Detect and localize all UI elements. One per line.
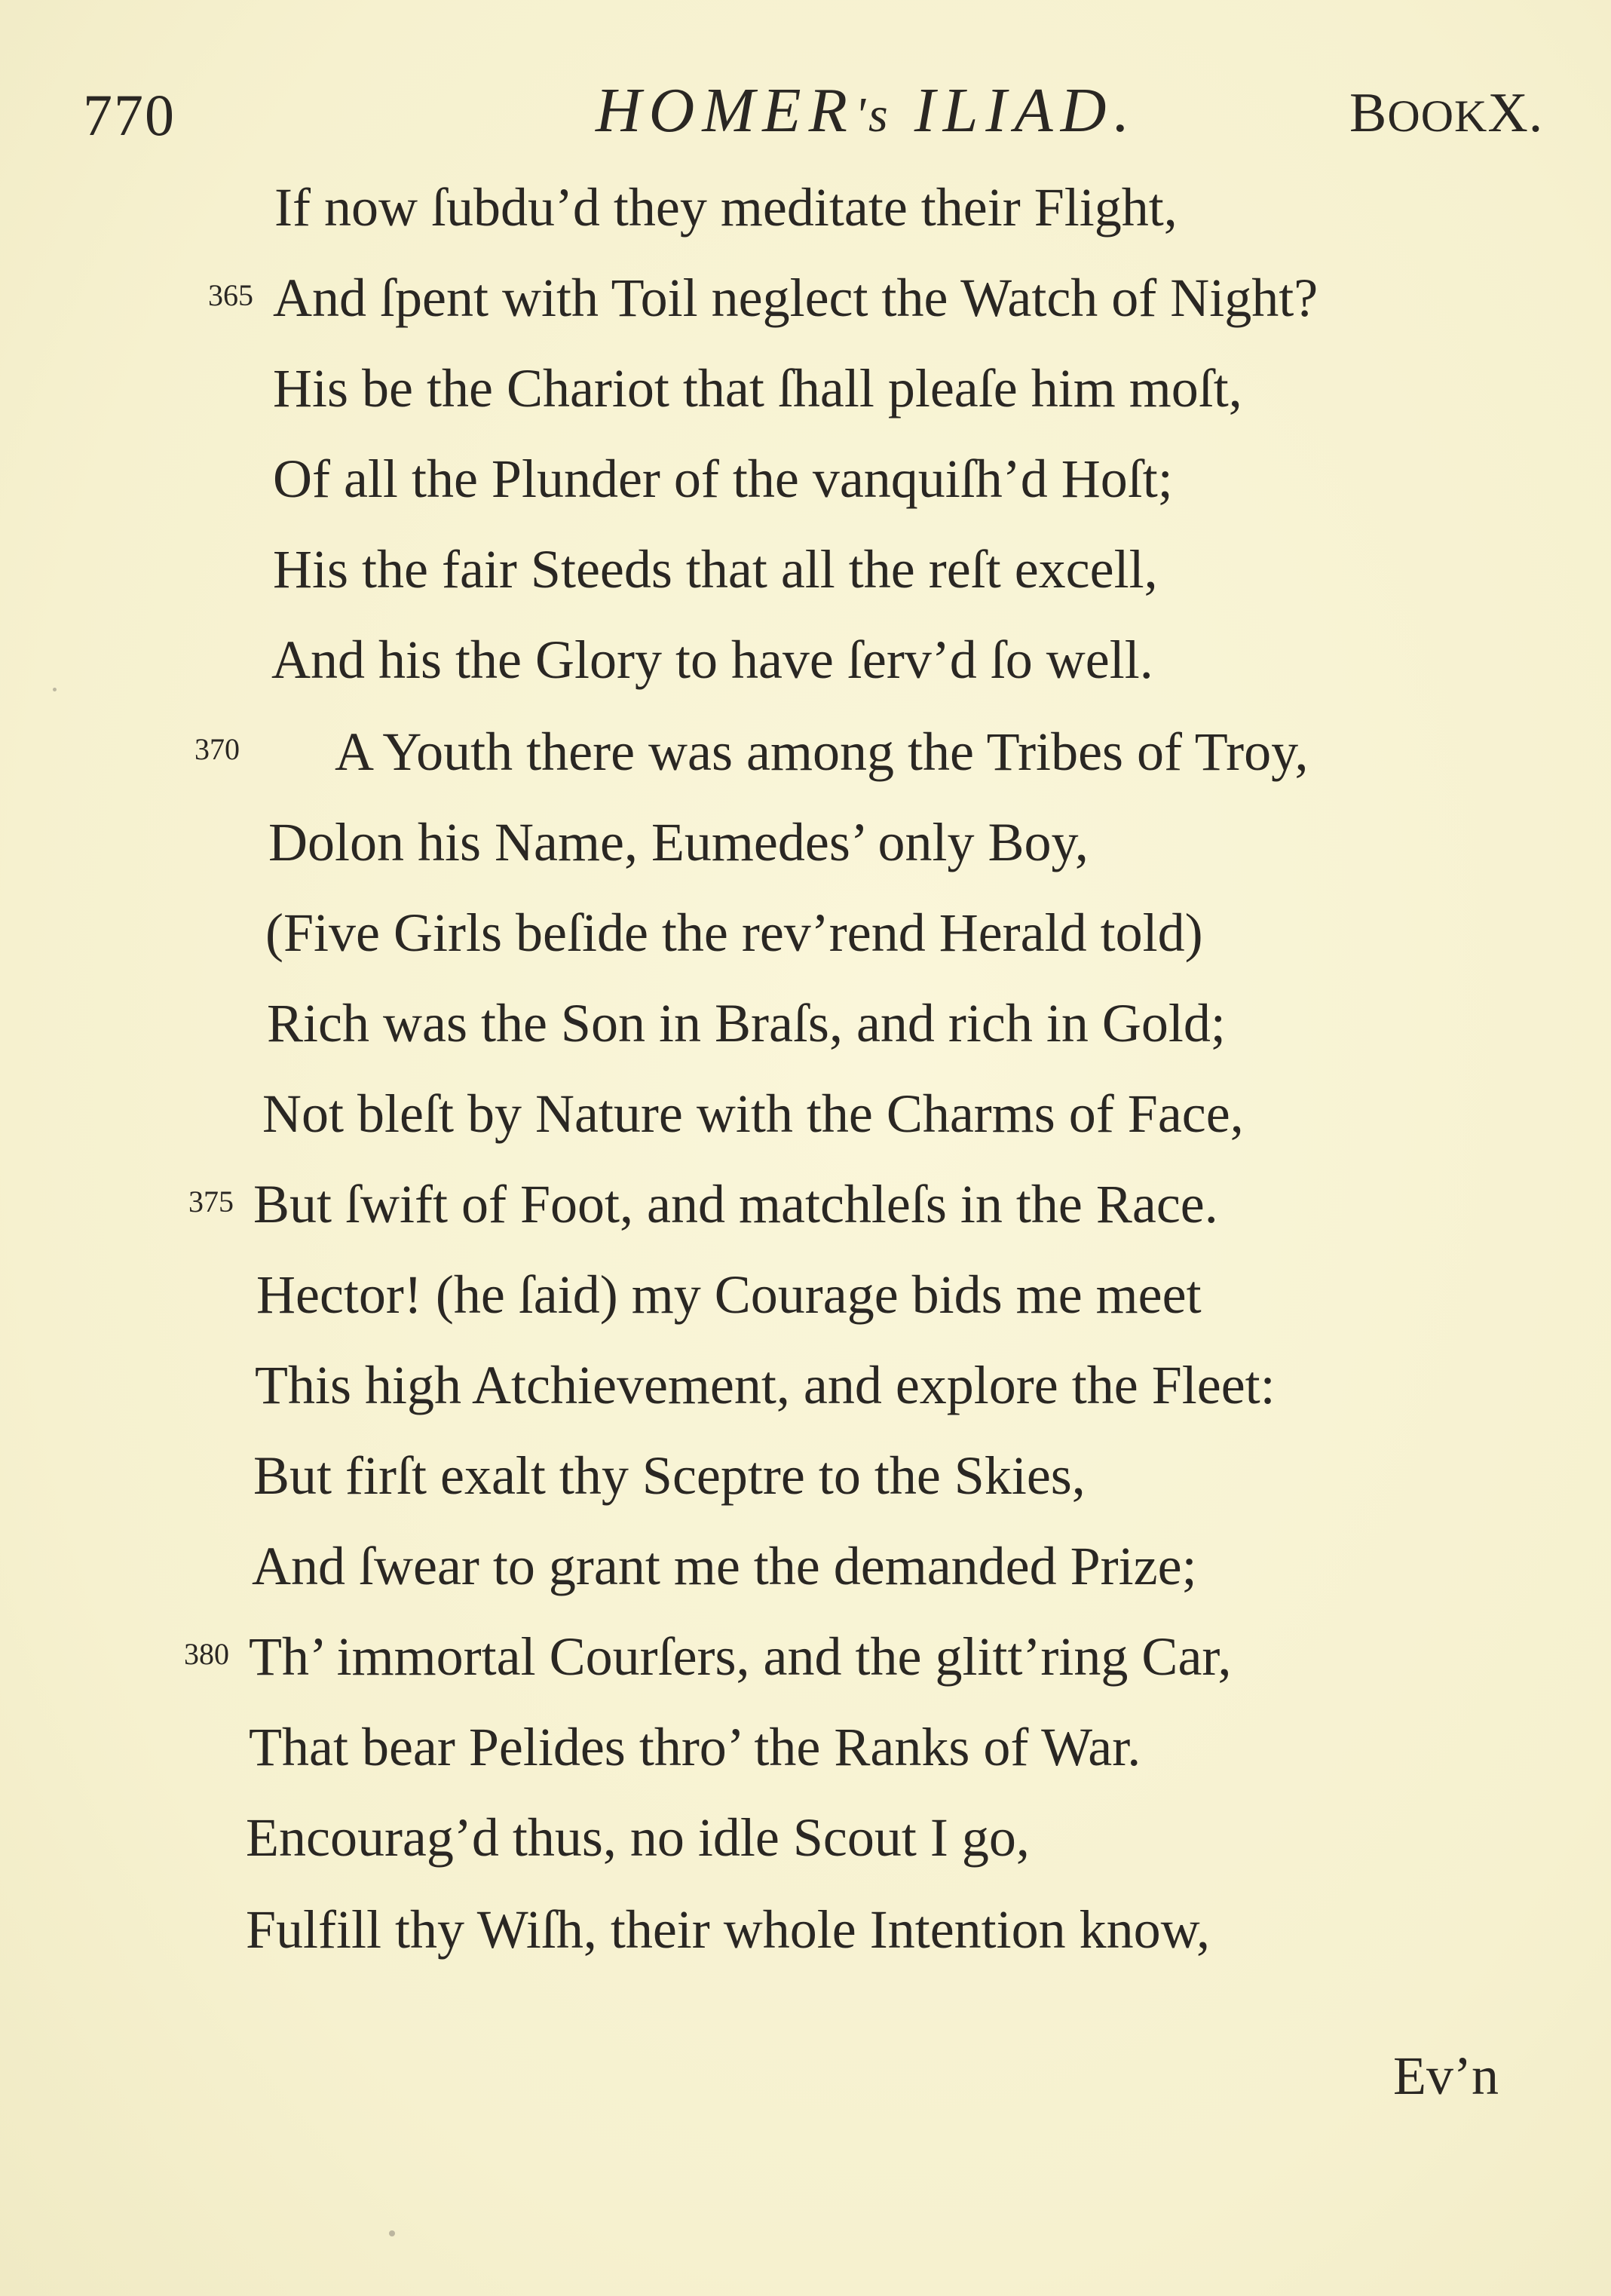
verse-text: Hector! (he ſaid) my Courage bids me meet bbox=[256, 1264, 1202, 1325]
verse-text: And ſwear to grant me the demanded Prize; bbox=[252, 1536, 1197, 1596]
running-title-possessive: 's bbox=[854, 87, 891, 143]
book-label-number: X. bbox=[1487, 82, 1544, 144]
paper-speck bbox=[389, 2230, 395, 2236]
running-title bbox=[596, 74, 1137, 147]
line-number: 365 bbox=[208, 278, 253, 312]
verse-text: Th’ immortal Courſers, and the glitt’ring Car, bbox=[249, 1626, 1232, 1687]
verse-line bbox=[0, 891, 1611, 982]
verse-line bbox=[0, 1796, 1611, 1887]
page-header bbox=[0, 66, 1611, 149]
verse-line bbox=[0, 166, 1611, 256]
book-label bbox=[1349, 81, 1543, 146]
verse-text: Encourag’d thus, no idle Scout I go, bbox=[246, 1807, 1030, 1868]
verse-line bbox=[0, 618, 1611, 709]
book-label-smallcaps: OOK bbox=[1387, 91, 1488, 141]
verse-line bbox=[0, 1072, 1611, 1163]
verse-line bbox=[0, 801, 1611, 891]
verse-line bbox=[0, 1434, 1611, 1525]
book-label-prefix: B bbox=[1349, 82, 1388, 144]
verse-line bbox=[0, 437, 1611, 528]
paper-speck bbox=[53, 688, 57, 691]
verse-text: Of all the Plunder of the vanquiſh’d Hoſt; bbox=[273, 449, 1173, 509]
verse-text: And ſpent with Toil neglect the Watch of Night? bbox=[273, 268, 1319, 328]
verse-text: That bear Pelides thro’ the Ranks of War. bbox=[249, 1717, 1141, 1777]
line-number: 380 bbox=[184, 1637, 229, 1671]
verse-line bbox=[0, 1615, 1611, 1706]
verse-line bbox=[0, 528, 1611, 618]
verse-line bbox=[0, 1525, 1611, 1615]
verse-line bbox=[0, 1344, 1611, 1434]
verse-text: But ſwift of Foot, and matchleſs in the Race. bbox=[253, 1174, 1218, 1234]
verse-line bbox=[0, 1706, 1611, 1796]
verse-text: And his the Glory to have ſerv’d ſo well. bbox=[271, 630, 1153, 690]
verse-line bbox=[0, 347, 1611, 437]
verse-text: Rich was the Son in Braſs, and rich in Gold; bbox=[267, 993, 1226, 1053]
verse-text: Not bleſt by Nature with the Charms of Face, bbox=[262, 1084, 1244, 1144]
verse-text: But firſt exalt thy Sceptre to the Skies, bbox=[253, 1445, 1086, 1506]
verse-line bbox=[0, 982, 1611, 1072]
verse-text: A Youth there was among the Tribes of Troy, bbox=[335, 722, 1309, 782]
verse-line bbox=[0, 1888, 1611, 1979]
verse-text: His the fair Steeds that all the reſt excell, bbox=[273, 539, 1158, 599]
running-title-main: HOMER bbox=[596, 75, 855, 146]
line-number: 370 bbox=[194, 732, 240, 766]
line-number: 375 bbox=[188, 1185, 234, 1219]
catchword: Ev’n bbox=[1393, 2046, 1499, 2106]
verse-line bbox=[0, 1163, 1611, 1253]
verse-text: (Five Girls beſide the rev’rend Herald told) bbox=[265, 903, 1203, 963]
page-number: 770 bbox=[83, 82, 176, 148]
verse-text: If now ſubdu’d they meditate their Flight, bbox=[274, 177, 1178, 238]
verse-text: Fulfill thy Wiſh, their whole Intention know, bbox=[246, 1899, 1210, 1960]
verse-line bbox=[0, 256, 1611, 347]
verse-line bbox=[0, 1253, 1611, 1344]
verse-line bbox=[0, 710, 1611, 801]
verse-text: Dolon his Name, Eumedes’ only Boy, bbox=[268, 812, 1089, 872]
verse-text: This high Atchievement, and explore the Fleet: bbox=[255, 1355, 1276, 1415]
verse-text: His be the Chariot that ſhall pleaſe him moſt, bbox=[273, 358, 1242, 418]
running-title-rest: ILIAD. bbox=[890, 75, 1138, 146]
